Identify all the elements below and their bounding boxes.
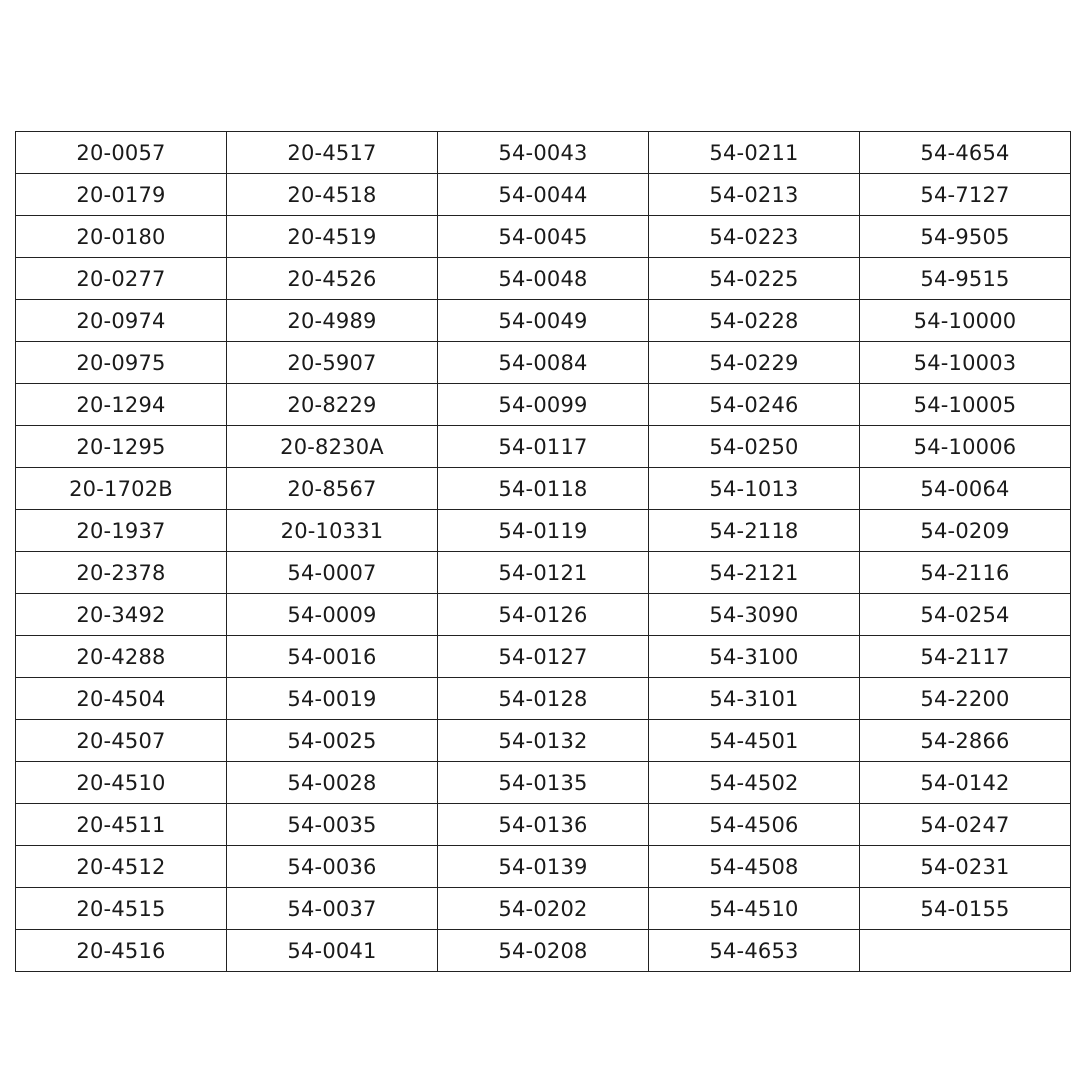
table-row: [16, 888, 1071, 930]
table-cell: 20-4504: [16, 678, 227, 720]
table-cell: 54-9505: [860, 216, 1071, 258]
table-row: [16, 930, 1071, 972]
table-cell: 54-2121: [649, 552, 860, 594]
table-cell: 54-0209: [860, 510, 1071, 552]
table-cell: 20-4519: [227, 216, 438, 258]
table-cell: 20-0277: [16, 258, 227, 300]
table-cell: 54-0202: [438, 888, 649, 930]
table-cell: 54-2117: [860, 636, 1071, 678]
table-row: [16, 594, 1071, 636]
table-row: [16, 132, 1071, 174]
table-cell: 54-4653: [649, 930, 860, 972]
table-cell: 54-4502: [649, 762, 860, 804]
table-cell: 54-0229: [649, 342, 860, 384]
table-row: [16, 174, 1071, 216]
table-cell: 54-0211: [649, 132, 860, 174]
table-cell: 20-4507: [16, 720, 227, 762]
table-cell: 20-10331: [227, 510, 438, 552]
table-cell: 20-4510: [16, 762, 227, 804]
table-cell: 54-2866: [860, 720, 1071, 762]
table-cell: 20-3492: [16, 594, 227, 636]
table-cell: 54-0117: [438, 426, 649, 468]
table-cell: 20-4989: [227, 300, 438, 342]
table-cell: 54-10000: [860, 300, 1071, 342]
table-cell: 54-0142: [860, 762, 1071, 804]
table-cell: 54-0048: [438, 258, 649, 300]
table-cell: 54-0132: [438, 720, 649, 762]
table-row: [16, 720, 1071, 762]
table-cell: 54-0208: [438, 930, 649, 972]
table-cell: 20-1294: [16, 384, 227, 426]
table-cell: 54-10005: [860, 384, 1071, 426]
table-cell: 54-3100: [649, 636, 860, 678]
table-cell: 54-0007: [227, 552, 438, 594]
table-cell: 20-4526: [227, 258, 438, 300]
table-cell: 54-0223: [649, 216, 860, 258]
table-cell: 54-1013: [649, 468, 860, 510]
table-cell: 20-4516: [16, 930, 227, 972]
table-cell: 20-1295: [16, 426, 227, 468]
table-cell: 54-10006: [860, 426, 1071, 468]
table-cell: 20-0975: [16, 342, 227, 384]
table-cell: 20-4288: [16, 636, 227, 678]
table-row: [16, 384, 1071, 426]
table-cell: 20-4512: [16, 846, 227, 888]
table-cell: 54-0127: [438, 636, 649, 678]
table-row: [16, 300, 1071, 342]
table-cell: 54-0099: [438, 384, 649, 426]
table-cell: 54-7127: [860, 174, 1071, 216]
table-row: [16, 468, 1071, 510]
table-cell: 54-0246: [649, 384, 860, 426]
table-cell: 54-0035: [227, 804, 438, 846]
table-cell: 54-0036: [227, 846, 438, 888]
table-cell: 54-0019: [227, 678, 438, 720]
table-row: [16, 678, 1071, 720]
table-row: [16, 804, 1071, 846]
table-row: [16, 636, 1071, 678]
table-cell: 54-0155: [860, 888, 1071, 930]
table-cell: 54-0225: [649, 258, 860, 300]
table-cell: 54-9515: [860, 258, 1071, 300]
table-cell: 54-3101: [649, 678, 860, 720]
table-cell: 54-3090: [649, 594, 860, 636]
table-row: [16, 846, 1071, 888]
table-row: [16, 426, 1071, 468]
table-cell: 54-0136: [438, 804, 649, 846]
table-cell: 20-0180: [16, 216, 227, 258]
table-cell: 54-4508: [649, 846, 860, 888]
table-cell: 54-0016: [227, 636, 438, 678]
table-cell: 20-0179: [16, 174, 227, 216]
table-cell: 54-0025: [227, 720, 438, 762]
table-cell: 54-0045: [438, 216, 649, 258]
table-cell: 20-8229: [227, 384, 438, 426]
table-cell: 20-1702B: [16, 468, 227, 510]
table-cell: 54-0135: [438, 762, 649, 804]
table-cell: 54-4654: [860, 132, 1071, 174]
table-cell: 54-0139: [438, 846, 649, 888]
table-cell: 54-0037: [227, 888, 438, 930]
table-cell: 54-0043: [438, 132, 649, 174]
table-cell: 54-4510: [649, 888, 860, 930]
table-cell: 54-0084: [438, 342, 649, 384]
table-cell: 54-0041: [227, 930, 438, 972]
table-cell: 20-2378: [16, 552, 227, 594]
table-row: [16, 216, 1071, 258]
table-cell: [860, 930, 1071, 972]
table-cell: 20-8567: [227, 468, 438, 510]
table-body: [16, 132, 1071, 972]
table-cell: 54-0049: [438, 300, 649, 342]
table-cell: 20-1937: [16, 510, 227, 552]
table-cell: 54-0247: [860, 804, 1071, 846]
table-cell: 54-4501: [649, 720, 860, 762]
table-cell: 20-0974: [16, 300, 227, 342]
table-cell: 54-0119: [438, 510, 649, 552]
table-cell: 54-0128: [438, 678, 649, 720]
table-cell: 54-0009: [227, 594, 438, 636]
table-cell: 54-0044: [438, 174, 649, 216]
table-cell: 54-0028: [227, 762, 438, 804]
table-cell: 54-4506: [649, 804, 860, 846]
table-row: [16, 510, 1071, 552]
table-row: [16, 762, 1071, 804]
table-cell: 54-0064: [860, 468, 1071, 510]
table-row: [16, 258, 1071, 300]
table-cell: 54-0126: [438, 594, 649, 636]
table-cell: 20-4518: [227, 174, 438, 216]
table-cell: 54-0228: [649, 300, 860, 342]
table-cell: 54-0250: [649, 426, 860, 468]
table-cell: 54-2116: [860, 552, 1071, 594]
table-cell: 54-0121: [438, 552, 649, 594]
table-cell: 20-4511: [16, 804, 227, 846]
table-cell: 20-4517: [227, 132, 438, 174]
table-cell: 54-2200: [860, 678, 1071, 720]
table-cell: 20-0057: [16, 132, 227, 174]
table-row: [16, 552, 1071, 594]
table-cell: 54-2118: [649, 510, 860, 552]
table-cell: 54-0254: [860, 594, 1071, 636]
table-cell: 54-0231: [860, 846, 1071, 888]
table-cell: 20-5907: [227, 342, 438, 384]
table-cell: 54-10003: [860, 342, 1071, 384]
table-cell: 20-8230A: [227, 426, 438, 468]
table-cell: 54-0118: [438, 468, 649, 510]
part-number-table: [15, 131, 1071, 972]
table-row: [16, 342, 1071, 384]
table-cell: 54-0213: [649, 174, 860, 216]
table-cell: 20-4515: [16, 888, 227, 930]
